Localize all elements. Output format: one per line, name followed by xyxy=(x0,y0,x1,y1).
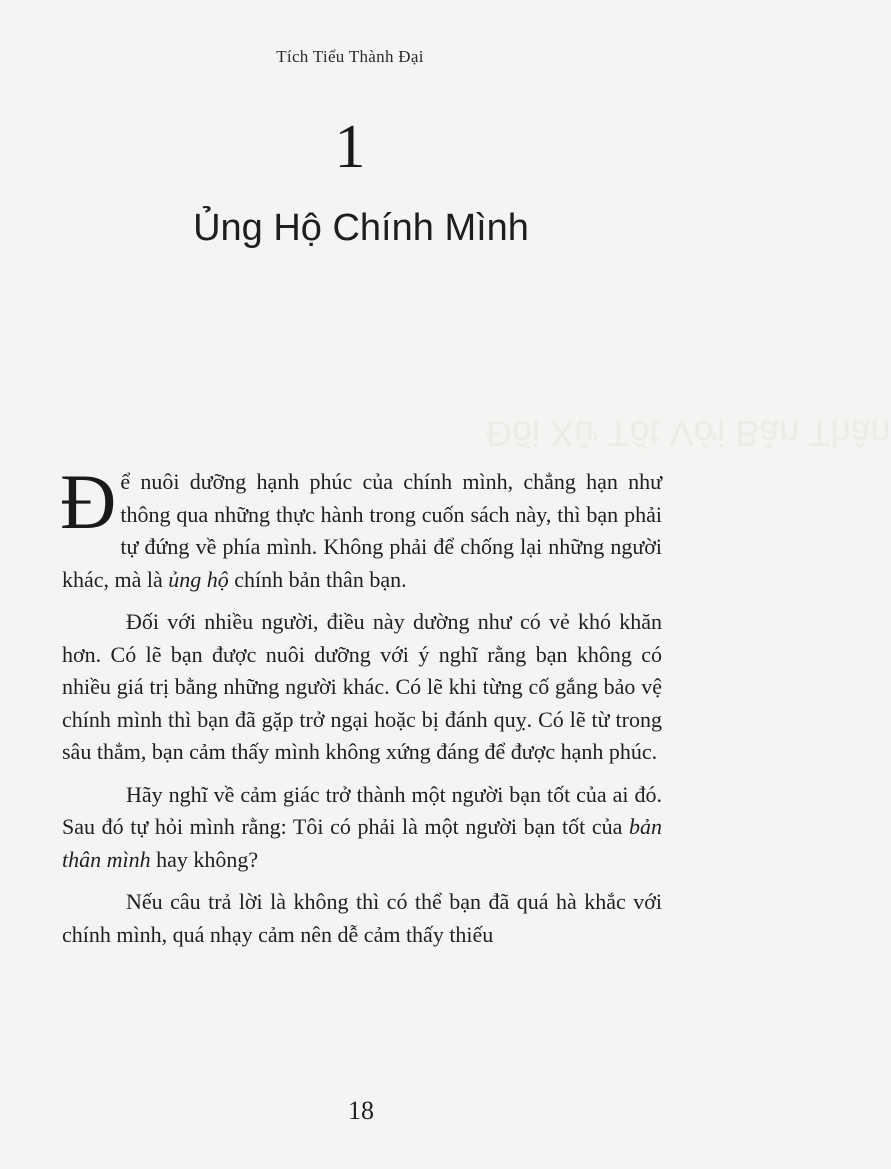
paragraph-1-emphasis: ủng hộ xyxy=(168,566,229,592)
paragraph-1 xyxy=(60,458,662,596)
paragraph-3-emphasis: bản thân mình xyxy=(62,814,662,872)
paragraph-3 xyxy=(62,779,662,877)
bleed-through-text: Đối Xử Tốt Với Bản Thân xyxy=(486,413,891,454)
paragraph-1-text-a: ể nuôi dưỡng hạnh phúc của chính mình, chẳng hạn như thông qua những thực hành trong cuốn sách này, thì bạn phải tự đứng về phía mình. Không phải để chống lại những người khác, mà là xyxy=(62,469,662,592)
paragraph-3-text-b: hay không? xyxy=(150,846,259,872)
paragraph-1-text-b: chính bản thân bạn. xyxy=(228,566,407,592)
paragraph-4: Nếu câu trả lời là không thì có thể bạn đã quá hà khắc với chính mình, quá nhạy cảm nên dễ cảm thấy thiếu xyxy=(62,889,662,947)
chapter-title: Ủng Hộ Chính Mình xyxy=(193,207,529,249)
chapter-number: 1 xyxy=(334,113,366,181)
paragraph-2: Đối với nhiều người, điều này dường như có vẻ khó khăn hơn. Có lẽ bạn được nuôi dưỡng với ý nghĩ rằng bạn không có nhiều giá trị bằng những người khác. Có lẽ khi từng cố gắng bảo vệ chính mình thì bạn đã gặp trở ngại hoặc bị đánh quỵ. Có lẽ từ trong sâu thẳm, bạn cảm thấy mình không xứng đáng để được hạnh phúc. xyxy=(62,609,662,764)
paragraph-3-text-a: Hãy nghĩ về cảm giác trở thành một người bạn tốt của ai đó. Sau đó tự hỏi mình rằng: Tôi có phải là một người bạn tốt của xyxy=(62,781,662,839)
running-header: Tích Tiểu Thành Đại xyxy=(276,47,424,66)
drop-cap: Đ xyxy=(60,458,117,545)
body-text xyxy=(60,458,662,961)
page-number: 18 xyxy=(348,1096,374,1125)
